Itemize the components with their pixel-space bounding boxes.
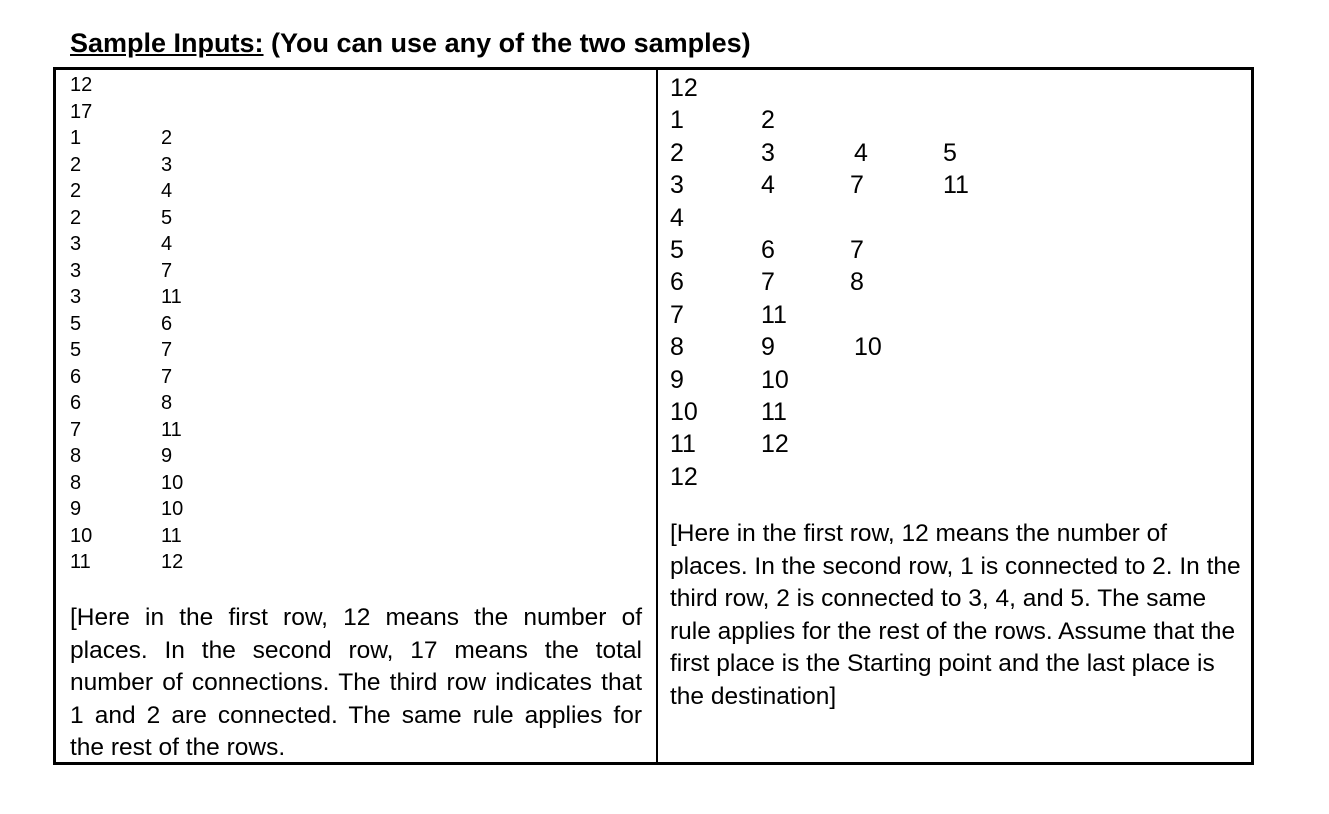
sample-1-description: [Here in the first row, 12 means the number of places. In the second row, 17 means the total number of connections. The third row indicates that 1 and 2 are connected. The same rule applies for the rest of the rows. (70, 604, 642, 761)
sample1-value: 4 (161, 233, 173, 255)
sample1-value: 7 (70, 418, 82, 441)
sample2-value: 8 (670, 333, 684, 362)
sample2-value: 11 (761, 300, 787, 329)
sample2-value: 6 (670, 268, 684, 297)
sample2-value: 6 (761, 236, 775, 264)
sample2-value: 7 (670, 300, 684, 329)
sample1-value: 7 (161, 339, 173, 361)
sample2-value: 5 (943, 138, 957, 167)
sample2-value: 11 (943, 171, 969, 200)
sample1-value: 4 (161, 180, 173, 202)
sample1-value: 6 (161, 312, 173, 335)
sample2-value: 11 (670, 430, 696, 459)
sample1-value: 10 (161, 498, 184, 520)
sample1-value: 6 (70, 365, 82, 388)
heading-label: Sample Inputs: (70, 28, 264, 58)
sample1-value: 7 (161, 365, 173, 388)
sample2-value: 2 (761, 106, 775, 135)
sample2-value: 9 (761, 333, 775, 362)
sample2-value: 1 (670, 106, 684, 135)
sample1-value: 8 (70, 445, 82, 467)
sample1-value: 3 (70, 259, 82, 282)
sample1-value: 11 (161, 286, 182, 308)
heading-note: (You can use any of the two samples) (263, 28, 751, 58)
sample1-value: 11 (70, 551, 91, 573)
sample-1-cell (56, 70, 656, 762)
sample1-value: 2 (70, 206, 82, 229)
sample1-value: 3 (70, 286, 82, 308)
sample2-value: 4 (761, 171, 775, 200)
sample2-value: 3 (670, 171, 684, 200)
sample1-value: 3 (161, 153, 173, 176)
sample1-value: 9 (161, 445, 173, 467)
sample2-value: 9 (670, 365, 684, 394)
sample2-value: 10 (761, 365, 789, 394)
sample1-value: 3 (70, 233, 82, 255)
sample1-value: 9 (70, 498, 82, 520)
sample2-value: 5 (670, 236, 684, 264)
sample2-value: 3 (761, 138, 775, 167)
sample2-value: 12 (670, 462, 698, 491)
sample1-value: 8 (161, 392, 173, 414)
sample1-value: 2 (70, 153, 82, 176)
sample1-value: 5 (161, 206, 173, 229)
sample1-value: 11 (161, 418, 182, 441)
sample1-value: 10 (70, 524, 93, 547)
samples-table (53, 67, 1254, 765)
sample-2-cell (658, 70, 1251, 762)
sample1-value: 2 (161, 127, 173, 149)
sample2-value: 10 (670, 398, 698, 426)
sample2-value: 7 (850, 236, 864, 264)
sample2-value: 2 (670, 138, 684, 167)
sample2-value: 7 (761, 268, 775, 297)
sample1-value: 11 (161, 524, 182, 547)
sample-2-description: [Here in the first row, 12 means the number of places. In the second row, 1 is connected to 2. In the third row, 2 is connected to 3, 4, and 5. The same rule applies for the rest of the rows. Assume that the first place is the Starting point and the last place is the destination] (670, 520, 1241, 710)
sample1-value: 7 (161, 259, 173, 282)
sample2-value: 10 (854, 333, 882, 362)
sample2-value: 8 (850, 268, 864, 297)
sample1-value: 10 (161, 471, 184, 494)
sample1-value: 8 (70, 471, 82, 494)
sample2-value: 12 (761, 430, 789, 459)
page-heading (70, 28, 751, 59)
sample1-value: 17 (70, 100, 93, 123)
sample1-value: 2 (70, 180, 82, 202)
sample2-value: 12 (670, 74, 698, 102)
sample1-value: 12 (161, 551, 184, 573)
sample2-value: 4 (854, 138, 868, 167)
sample1-value: 5 (70, 312, 82, 335)
sample1-value: 6 (70, 392, 82, 414)
sample1-value: 12 (70, 74, 93, 96)
sample1-value: 5 (70, 339, 82, 361)
sample2-value: 11 (761, 398, 787, 426)
sample2-value: 4 (670, 203, 684, 232)
sample1-value: 1 (70, 127, 82, 149)
sample2-value: 7 (850, 171, 864, 200)
